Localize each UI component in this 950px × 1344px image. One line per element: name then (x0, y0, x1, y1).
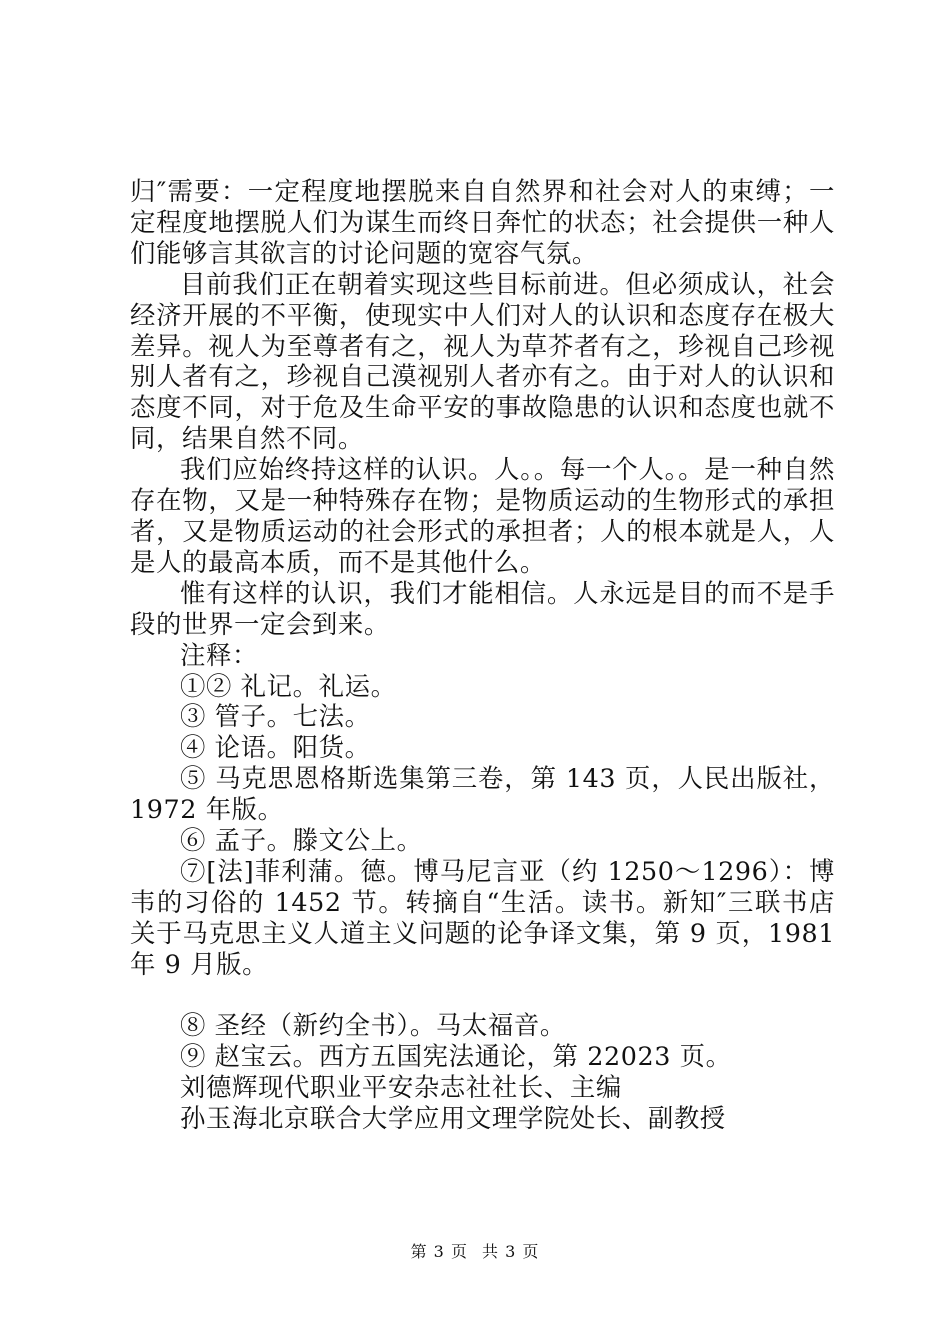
page-number: 第 3 页 (410, 1242, 468, 1261)
note-6: ⑥ 孟子。滕文公上。 (180, 825, 423, 856)
note-8: ⑧ 圣经（新约全书）。马太福音。 (180, 1010, 566, 1041)
paragraph-3: 我们应始终持这样的认识。人。。每一个人。。是一种自然存在物，又是一种特殊存在物；是物质运动的生物形式的承担者，又是物质运动的社会形式的承担者；人的根本就是人，人是人的最高本质，而不是其他什么。 (130, 454, 835, 577)
author-1: 刘德辉现代职业平安杂志社社长、主编 (180, 1072, 622, 1103)
note-4: ④ 论语。阳货。 (180, 732, 371, 763)
paragraph-1: 归″需要：一定程度地摆脱来自自然界和社会对人的束缚；一定程度地摆脱人们为谋生而终日奔忙的状态；社会提供一种人们能够言其欲言的讨论问题的宽容气氛。 (130, 176, 835, 268)
author-2: 孙玉海北京联合大学应用文理学院处长、副教授 (180, 1103, 726, 1134)
note-1-2: ①② 礼记。礼运。 (180, 670, 397, 701)
document-body (130, 176, 835, 1134)
paragraph-4: 惟有这样的认识，我们才能相信。人永远是目的而不是手段的世界一定会到来。 (130, 577, 835, 639)
note-3: ③ 管子。七法。 (180, 701, 371, 732)
page-total: 共 3 页 (482, 1242, 540, 1261)
notes-heading: 注释： (180, 639, 258, 670)
page-footer (0, 1242, 950, 1262)
paragraph-2: 目前我们正在朝着实现这些目标前进。但必须成认，社会经济开展的不平衡，使现实中人们对人的认识和态度存在极大差异。视人为至尊者有之，视人为草芥者有之，珍视自己珍视别人者有之，珍视自己漠视别人者亦有之。由于对人的认识和态度不同，对于危及生命平安的事故隐患的认识和态度也就不同，结果自然不同。 (130, 268, 835, 454)
blank-line (130, 980, 835, 1011)
note-9: ⑨ 赵宝云。西方五国宪法通论，第 22023 页。 (180, 1041, 732, 1072)
note-5: ⑤ 马克思恩格斯选集第三卷，第 143 页，人民出版社，1972 年版。 (130, 763, 835, 825)
note-7: ⑦[法]菲利蒲。德。博马尼言亚（约 1250～1296）：博韦的习俗的 1452 节。转摘自“生活。读书。新知″三联书店关于马克思主义人道主义问题的论争译文集，第 9 页，1981 年 9 月版。 (130, 855, 835, 979)
